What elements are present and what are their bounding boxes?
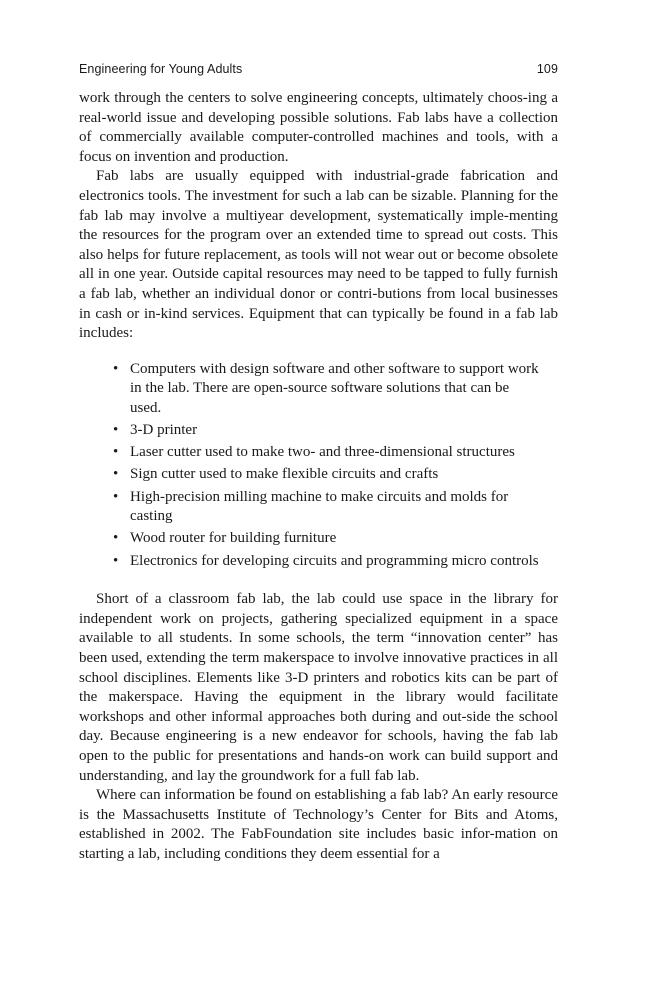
running-header bbox=[79, 62, 558, 80]
list-item bbox=[113, 465, 558, 485]
list-item-text: Laser cutter used to make two- and three-dimensional structures bbox=[130, 444, 515, 461]
bullet-icon: • bbox=[113, 360, 119, 377]
list-item-text: Computers with design software and other software to support work in the lab. There are open-source software solutions that can be used. bbox=[130, 360, 539, 416]
list-item bbox=[113, 360, 558, 419]
list-item-text: Wood router for building furniture bbox=[130, 530, 337, 547]
page-number: 109 bbox=[536, 62, 558, 76]
body-text bbox=[79, 89, 558, 865]
book-page bbox=[79, 62, 558, 865]
list-item bbox=[113, 443, 558, 463]
bullet-icon: • bbox=[113, 552, 119, 569]
list-item bbox=[113, 421, 558, 441]
list-item bbox=[113, 488, 558, 527]
list-item-text: Sign cutter used to make flexible circuits and crafts bbox=[130, 466, 439, 483]
list-item-text: 3-D printer bbox=[130, 422, 198, 439]
bullet-icon: • bbox=[113, 488, 119, 505]
list-item-text: Electronics for developing circuits and programming micro controls bbox=[130, 552, 539, 569]
list-item bbox=[113, 552, 558, 572]
bullet-icon: • bbox=[113, 444, 119, 461]
list-item bbox=[113, 529, 558, 549]
bullet-icon: • bbox=[113, 466, 119, 483]
paragraph-4: Where can information be found on establishing a fab lab? An early resource is the Massachusetts Institute of Technology’s Center for Bits and Atoms, established in 2002. The FabFoundation site includes basic infor-mation on starting a lab, including conditions they deem essential for a bbox=[79, 787, 558, 862]
list-item-text: High-precision milling machine to make circuits and molds for casting bbox=[130, 488, 509, 525]
paragraph-2: Fab labs are usually equipped with industrial-grade fabrication and electronics tools. The investment for such a lab can be sizable. Planning for the fab lab may involve a multiyear development, systematically imple-menting the resources for the program over an extended time to spread out costs. This also helps for future replacement, as tools will not wear out or become obsolete all in one year. Outside capital resources may need to be tapped to fully furnish a fab lab, whether an individual donor or contri-butions from local businesses in cash or in-kind services. Equipment that can typically be found in a fab lab includes: bbox=[79, 168, 558, 342]
paragraph-3: Short of a classroom fab lab, the lab could use space in the library for independent work on projects, gathering specialized equipment in a space available to all students. In some schools, the term “innovation center” has been used, extending the term makerspace to involve innovative practices in all school disciplines. Elements like 3-D printers and robotics kits can be part of the makerspace. Having the equipment in the library would facilitate workshops and other informal approaches both during and out-side the school day. Because engineering is a new endeavor for schools, having the fab lab open to the public for presentations and hands-on work can build support and understanding, and lay the groundwork for a full fab lab. bbox=[79, 591, 558, 784]
equipment-list bbox=[79, 360, 558, 572]
bullet-icon: • bbox=[113, 422, 119, 439]
running-title: Engineering for Young Adults bbox=[79, 62, 243, 76]
paragraph-1: work through the centers to solve engineering concepts, ultimately choos-ing a real-world issue and developing possible solutions. Fab labs have a collection of commercially available computer-controlled machines and tools, with a focus on invention and production. bbox=[79, 90, 558, 165]
bullet-icon: • bbox=[113, 530, 119, 547]
